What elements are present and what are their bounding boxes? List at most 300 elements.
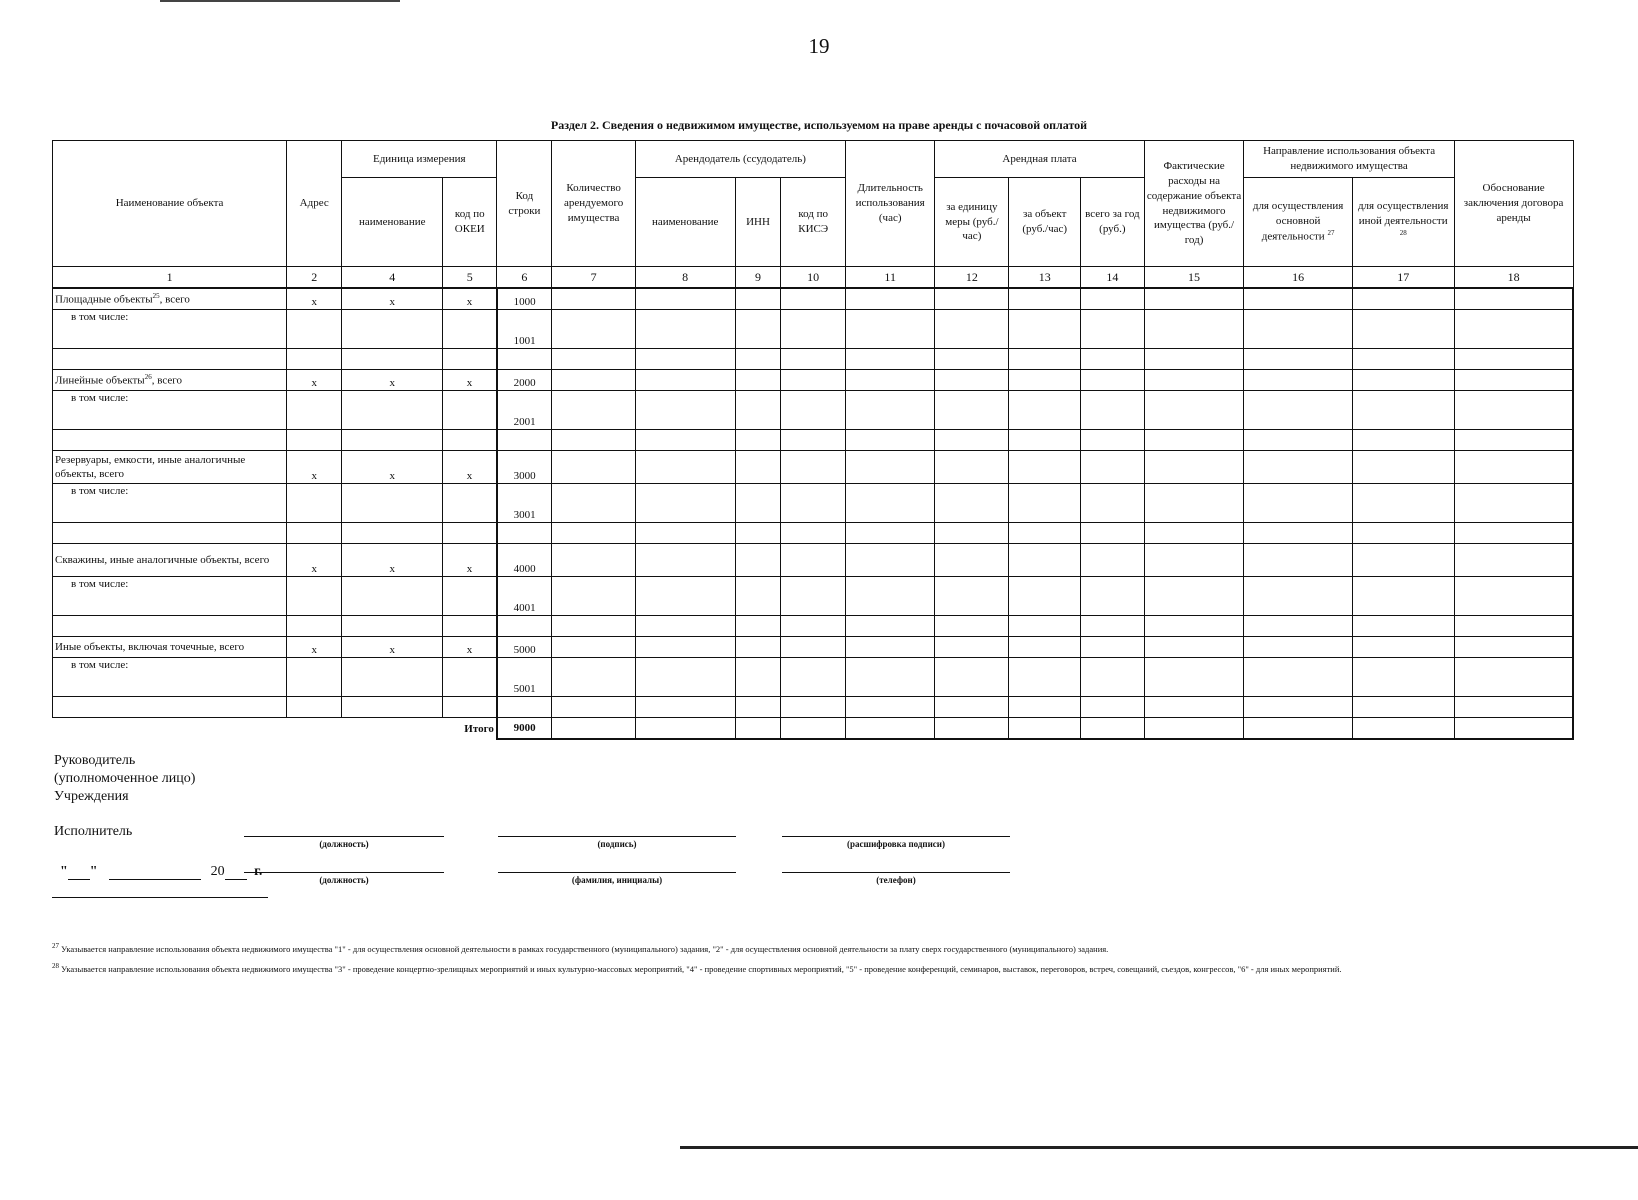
input-cell[interactable] — [735, 288, 781, 310]
input-cell[interactable] — [1454, 451, 1573, 484]
incl-label: в том числе: — [53, 484, 287, 523]
input-cell[interactable] — [1244, 484, 1352, 523]
input-cell[interactable] — [845, 451, 934, 484]
input-cell[interactable] — [935, 637, 1009, 658]
footnote-28: $^{28}$ Указывается направление использования объекта недвижимого имущества "3" - проведение концертно-зрелищных мероприятий и иных культурно-массовых мероприятий, "4" - проведение спортивных мероприятий, "5" - проведение конференций, семинаров, выставок, переговоров, встреч, совещаний, съездов, конгрессов, "6" - для иных мероприятий. — [52, 962, 1342, 974]
input-cell[interactable] — [1352, 310, 1454, 349]
input-cell[interactable] — [781, 288, 846, 310]
blank-name-cell[interactable] — [53, 523, 287, 544]
input-cell[interactable] — [552, 637, 635, 658]
scan-mark-bottom — [680, 1146, 1638, 1149]
unit-okei-cell[interactable] — [443, 391, 497, 430]
input-cell[interactable] — [1454, 349, 1573, 370]
input-cell[interactable] — [635, 310, 735, 349]
input-cell[interactable] — [735, 523, 781, 544]
unit-okei-cell[interactable] — [443, 658, 497, 697]
input-cell[interactable] — [1009, 484, 1081, 523]
input-cell[interactable] — [1009, 310, 1081, 349]
input-cell[interactable] — [1244, 391, 1352, 430]
input-cell[interactable] — [552, 616, 635, 637]
input-cell[interactable] — [552, 577, 635, 616]
input-cell[interactable] — [635, 370, 735, 391]
input-cell[interactable] — [1081, 544, 1144, 577]
year-blank — [225, 865, 247, 880]
input-cell[interactable] — [1081, 391, 1144, 430]
input-cell[interactable] — [781, 451, 846, 484]
input-cell[interactable] — [845, 697, 934, 718]
input-cell[interactable] — [1009, 544, 1081, 577]
input-cell[interactable] — [1144, 349, 1244, 370]
unit-name-x: x — [342, 544, 443, 577]
address-cell[interactable] — [287, 523, 342, 544]
unit-name-x: x — [342, 288, 443, 310]
input-cell[interactable] — [1009, 616, 1081, 637]
input-cell[interactable] — [781, 310, 846, 349]
header-unit: Единица измерения — [342, 141, 497, 178]
input-cell[interactable] — [845, 370, 934, 391]
input-cell[interactable] — [1144, 637, 1244, 658]
column-number: 11 — [845, 267, 934, 289]
column-number: 7 — [552, 267, 635, 289]
unit-name-cell[interactable] — [342, 523, 443, 544]
input-cell[interactable] — [1009, 370, 1081, 391]
input-cell[interactable] — [1244, 349, 1352, 370]
input-cell[interactable] — [1081, 310, 1144, 349]
group-row — [53, 451, 1574, 484]
address-x: x — [287, 370, 342, 391]
input-cell[interactable] — [1454, 430, 1573, 451]
input-cell[interactable] — [1009, 523, 1081, 544]
unit-okei-cell[interactable] — [443, 523, 497, 544]
input-cell[interactable] — [935, 616, 1009, 637]
address-cell[interactable] — [287, 391, 342, 430]
input-cell[interactable] — [552, 310, 635, 349]
unit-name-cell[interactable] — [342, 484, 443, 523]
input-cell[interactable] — [552, 523, 635, 544]
input-cell[interactable] — [1009, 637, 1081, 658]
subgroup-row — [53, 484, 1574, 523]
input-cell[interactable] — [1081, 349, 1144, 370]
input-cell[interactable] — [1144, 718, 1244, 740]
row-code: 1000 — [497, 288, 552, 310]
input-cell[interactable] — [1144, 697, 1244, 718]
address-cell[interactable] — [287, 430, 342, 451]
column-number: 15 — [1144, 267, 1244, 289]
input-cell[interactable] — [635, 577, 735, 616]
input-cell[interactable] — [635, 616, 735, 637]
header-direction: Направление использования объекта недвижимого имущества — [1244, 141, 1454, 178]
object-name: Скважины, иные аналогичные объекты, всего — [53, 544, 287, 577]
row-code-cell[interactable] — [497, 430, 552, 451]
address-cell[interactable] — [287, 484, 342, 523]
input-cell[interactable] — [781, 391, 846, 430]
input-cell[interactable] — [1144, 310, 1244, 349]
input-cell[interactable] — [1244, 658, 1352, 697]
input-cell[interactable] — [1009, 697, 1081, 718]
unit-okei-cell[interactable] — [443, 349, 497, 370]
input-cell[interactable] — [1352, 697, 1454, 718]
input-cell[interactable] — [1352, 288, 1454, 310]
input-cell[interactable] — [635, 484, 735, 523]
input-cell[interactable] — [1244, 370, 1352, 391]
input-cell[interactable] — [1352, 451, 1454, 484]
input-cell[interactable] — [845, 391, 934, 430]
input-cell[interactable] — [1081, 616, 1144, 637]
input-cell[interactable] — [935, 718, 1009, 740]
input-cell[interactable] — [935, 310, 1009, 349]
input-cell[interactable] — [735, 310, 781, 349]
blank-name-cell[interactable] — [53, 349, 287, 370]
input-cell[interactable] — [552, 658, 635, 697]
input-cell[interactable] — [1009, 718, 1081, 740]
input-cell[interactable] — [1081, 430, 1144, 451]
input-cell[interactable] — [635, 544, 735, 577]
input-cell[interactable] — [1454, 616, 1573, 637]
blank-row — [53, 349, 1574, 370]
input-cell[interactable] — [1454, 310, 1573, 349]
input-cell[interactable] — [735, 391, 781, 430]
blank-name-cell[interactable] — [53, 697, 287, 718]
input-cell[interactable] — [735, 451, 781, 484]
input-cell[interactable] — [735, 370, 781, 391]
page-number: 19 — [808, 34, 830, 58]
input-cell[interactable] — [1454, 544, 1573, 577]
input-cell[interactable] — [935, 391, 1009, 430]
unit-okei-cell[interactable] — [443, 430, 497, 451]
unit-name-cell[interactable] — [342, 310, 443, 349]
input-cell[interactable] — [781, 484, 846, 523]
input-cell[interactable] — [845, 616, 934, 637]
input-cell[interactable] — [1144, 451, 1244, 484]
input-cell[interactable] — [1352, 658, 1454, 697]
input-cell[interactable] — [1144, 370, 1244, 391]
row-code-cell[interactable] — [497, 349, 552, 370]
input-cell[interactable] — [1244, 523, 1352, 544]
input-cell[interactable] — [1352, 430, 1454, 451]
unit-name-cell[interactable] — [342, 577, 443, 616]
input-cell[interactable] — [845, 658, 934, 697]
input-cell[interactable] — [1244, 544, 1352, 577]
header-rent: Арендная плата — [935, 141, 1144, 178]
incl-label: в том числе: — [53, 577, 287, 616]
row-code: 5001 — [497, 658, 552, 697]
input-cell[interactable] — [1081, 718, 1144, 740]
header-name: Наименование объекта — [53, 141, 287, 267]
input-cell[interactable] — [635, 451, 735, 484]
input-cell[interactable] — [1081, 658, 1144, 697]
input-cell[interactable] — [735, 484, 781, 523]
input-cell[interactable] — [552, 544, 635, 577]
unit-okei-x: x — [443, 637, 497, 658]
footnote-rule — [52, 897, 268, 898]
column-number: 14 — [1081, 267, 1144, 289]
input-cell[interactable] — [635, 349, 735, 370]
input-cell[interactable] — [845, 718, 934, 740]
input-cell[interactable] — [935, 349, 1009, 370]
input-cell[interactable] — [1244, 616, 1352, 637]
unit-name-cell[interactable] — [342, 697, 443, 718]
input-cell[interactable] — [1352, 616, 1454, 637]
input-cell[interactable] — [735, 430, 781, 451]
input-cell[interactable] — [1454, 288, 1573, 310]
executor-position-field: (должность) — [244, 872, 444, 885]
column-number: 17 — [1352, 267, 1454, 289]
input-cell[interactable] — [635, 288, 735, 310]
input-cell[interactable] — [1081, 697, 1144, 718]
input-cell[interactable] — [552, 370, 635, 391]
input-cell[interactable] — [635, 523, 735, 544]
input-cell[interactable] — [935, 577, 1009, 616]
input-cell[interactable] — [1454, 391, 1573, 430]
unit-okei-cell[interactable] — [443, 616, 497, 637]
input-cell[interactable] — [1144, 484, 1244, 523]
row-code: 2001 — [497, 391, 552, 430]
input-cell[interactable] — [935, 288, 1009, 310]
input-cell[interactable] — [1244, 577, 1352, 616]
input-cell[interactable] — [845, 544, 934, 577]
input-cell[interactable] — [1009, 577, 1081, 616]
subgroup-row — [53, 577, 1574, 616]
unit-name-cell[interactable] — [342, 616, 443, 637]
input-cell[interactable] — [635, 430, 735, 451]
input-cell[interactable] — [552, 349, 635, 370]
input-cell[interactable] — [1244, 430, 1352, 451]
input-cell[interactable] — [845, 523, 934, 544]
input-cell[interactable] — [1352, 349, 1454, 370]
unit-okei-cell[interactable] — [443, 310, 497, 349]
input-cell[interactable] — [1352, 370, 1454, 391]
input-cell[interactable] — [781, 577, 846, 616]
input-cell[interactable] — [1352, 637, 1454, 658]
row-code-cell[interactable] — [497, 616, 552, 637]
unit-name-cell[interactable] — [342, 430, 443, 451]
input-cell[interactable] — [1081, 523, 1144, 544]
input-cell[interactable] — [552, 391, 635, 430]
input-cell[interactable] — [635, 658, 735, 697]
input-cell[interactable] — [1009, 430, 1081, 451]
total-code: 9000 — [497, 718, 552, 740]
input-cell[interactable] — [781, 637, 846, 658]
input-cell[interactable] — [1454, 577, 1573, 616]
input-cell[interactable] — [735, 349, 781, 370]
input-cell[interactable] — [781, 370, 846, 391]
input-cell[interactable] — [1009, 658, 1081, 697]
form-table-wrapper — [52, 140, 1574, 740]
input-cell[interactable] — [635, 637, 735, 658]
input-cell[interactable] — [1009, 288, 1081, 310]
unit-name-x: x — [342, 451, 443, 484]
input-cell[interactable] — [1454, 697, 1573, 718]
input-cell[interactable] — [552, 718, 635, 740]
input-cell[interactable] — [1144, 523, 1244, 544]
input-cell[interactable] — [1352, 577, 1454, 616]
input-cell[interactable] — [935, 658, 1009, 697]
input-cell[interactable] — [1144, 577, 1244, 616]
input-cell[interactable] — [635, 697, 735, 718]
input-cell[interactable] — [1009, 349, 1081, 370]
header-row-code: Код строки — [497, 141, 552, 267]
input-cell[interactable] — [1244, 637, 1352, 658]
input-cell[interactable] — [1244, 718, 1352, 740]
input-cell[interactable] — [1454, 718, 1573, 740]
unit-okei-cell[interactable] — [443, 697, 497, 718]
input-cell[interactable] — [781, 349, 846, 370]
input-cell[interactable] — [781, 697, 846, 718]
input-cell[interactable] — [552, 430, 635, 451]
input-cell[interactable] — [1081, 451, 1144, 484]
input-cell[interactable] — [552, 451, 635, 484]
unit-name-cell[interactable] — [342, 391, 443, 430]
input-cell[interactable] — [1081, 637, 1144, 658]
incl-label: в том числе: — [53, 391, 287, 430]
input-cell[interactable] — [1081, 484, 1144, 523]
blank-row — [53, 697, 1574, 718]
incl-label: в том числе: — [53, 310, 287, 349]
input-cell[interactable] — [735, 544, 781, 577]
column-number: 5 — [443, 267, 497, 289]
header-inn: ИНН — [735, 178, 781, 267]
column-numbers-row — [53, 267, 1574, 289]
column-number: 2 — [287, 267, 342, 289]
input-cell[interactable] — [1144, 430, 1244, 451]
month-blank — [109, 865, 201, 880]
column-number: 18 — [1454, 267, 1573, 289]
input-cell[interactable] — [935, 430, 1009, 451]
input-cell[interactable] — [935, 451, 1009, 484]
input-cell[interactable] — [1244, 451, 1352, 484]
input-cell[interactable] — [735, 658, 781, 697]
unit-okei-x: x — [443, 544, 497, 577]
input-cell[interactable] — [1454, 658, 1573, 697]
input-cell[interactable] — [1081, 577, 1144, 616]
address-cell[interactable] — [287, 577, 342, 616]
unit-okei-cell[interactable] — [443, 577, 497, 616]
input-cell[interactable] — [1352, 718, 1454, 740]
blank-name-cell[interactable] — [53, 616, 287, 637]
input-cell[interactable] — [935, 523, 1009, 544]
address-x: x — [287, 288, 342, 310]
input-cell[interactable] — [635, 718, 735, 740]
input-cell[interactable] — [1352, 484, 1454, 523]
input-cell[interactable] — [552, 288, 635, 310]
input-cell[interactable] — [1244, 310, 1352, 349]
input-cell[interactable] — [1144, 544, 1244, 577]
header-lessor-name: наименование — [635, 178, 735, 267]
input-cell[interactable] — [1144, 391, 1244, 430]
column-number: 10 — [781, 267, 846, 289]
column-number: 13 — [1009, 267, 1081, 289]
input-cell[interactable] — [781, 523, 846, 544]
input-cell[interactable] — [845, 430, 934, 451]
header-dir-other: для осуществления иной деятельности $^{28}$ — [1352, 178, 1454, 267]
input-cell[interactable] — [935, 370, 1009, 391]
input-cell[interactable] — [1454, 370, 1573, 391]
group-row — [53, 288, 1574, 310]
input-cell[interactable] — [1009, 451, 1081, 484]
input-cell[interactable] — [781, 544, 846, 577]
header-actual-expenses: Фактические расходы на содержание объекта недвижимого имущества (руб./год) — [1144, 141, 1244, 267]
input-cell[interactable] — [845, 484, 934, 523]
subgroup-row — [53, 391, 1574, 430]
head-decoding-field: (расшифровка подписи) — [782, 836, 1010, 849]
row-code: 3001 — [497, 484, 552, 523]
column-number: 16 — [1244, 267, 1352, 289]
unit-name-cell[interactable] — [342, 349, 443, 370]
input-cell[interactable] — [552, 697, 635, 718]
address-cell[interactable] — [287, 616, 342, 637]
input-cell[interactable] — [735, 577, 781, 616]
input-cell[interactable] — [1144, 288, 1244, 310]
input-cell[interactable] — [1144, 616, 1244, 637]
unit-name-cell[interactable] — [342, 658, 443, 697]
input-cell[interactable] — [1244, 288, 1352, 310]
input-cell[interactable] — [1144, 658, 1244, 697]
address-cell[interactable] — [287, 697, 342, 718]
input-cell[interactable] — [1454, 523, 1573, 544]
object-name: Резервуары, емкости, иные аналогичные объекты, всего — [53, 451, 287, 484]
input-cell[interactable] — [1352, 544, 1454, 577]
input-cell[interactable] — [1352, 391, 1454, 430]
address-cell[interactable] — [287, 349, 342, 370]
input-cell[interactable] — [845, 310, 934, 349]
input-cell[interactable] — [1244, 697, 1352, 718]
input-cell[interactable] — [1454, 484, 1573, 523]
input-cell[interactable] — [1081, 370, 1144, 391]
address-cell[interactable] — [287, 658, 342, 697]
row-code: 5000 — [497, 637, 552, 658]
input-cell[interactable] — [845, 577, 934, 616]
header-kise: код по КИСЭ — [781, 178, 846, 267]
head-label-line: (уполномоченное лицо) — [54, 771, 196, 786]
input-cell[interactable] — [845, 288, 934, 310]
input-cell[interactable] — [1081, 288, 1144, 310]
input-cell[interactable] — [735, 637, 781, 658]
input-cell[interactable] — [935, 544, 1009, 577]
header-address: Адрес — [287, 141, 342, 267]
column-number: 12 — [935, 267, 1009, 289]
input-cell[interactable] — [552, 484, 635, 523]
blank-name-cell[interactable] — [53, 430, 287, 451]
input-cell[interactable] — [845, 349, 934, 370]
incl-label: в том числе: — [53, 658, 287, 697]
input-cell[interactable] — [781, 718, 846, 740]
row-code-cell[interactable] — [497, 523, 552, 544]
head-signature-field: (подпись) — [498, 836, 736, 849]
input-cell[interactable] — [935, 697, 1009, 718]
input-cell[interactable] — [1352, 523, 1454, 544]
object-name: Иные объекты, включая точечные, всего — [53, 637, 287, 658]
input-cell[interactable] — [635, 391, 735, 430]
input-cell[interactable] — [735, 697, 781, 718]
header-quantity: Количество арендуемого имущества — [552, 141, 635, 267]
input-cell[interactable] — [845, 637, 934, 658]
unit-okei-x: x — [443, 451, 497, 484]
head-label-line: Руководитель — [54, 753, 136, 768]
input-cell[interactable] — [735, 718, 781, 740]
input-cell[interactable] — [935, 484, 1009, 523]
address-x: x — [287, 637, 342, 658]
input-cell[interactable] — [781, 430, 846, 451]
input-cell[interactable] — [1009, 391, 1081, 430]
row-code-cell[interactable] — [497, 697, 552, 718]
head-signature-block — [54, 752, 195, 806]
unit-okei-cell[interactable] — [443, 484, 497, 523]
input-cell[interactable] — [781, 658, 846, 697]
address-cell[interactable] — [287, 310, 342, 349]
input-cell[interactable] — [1454, 637, 1573, 658]
input-cell[interactable] — [735, 616, 781, 637]
input-cell[interactable] — [781, 616, 846, 637]
